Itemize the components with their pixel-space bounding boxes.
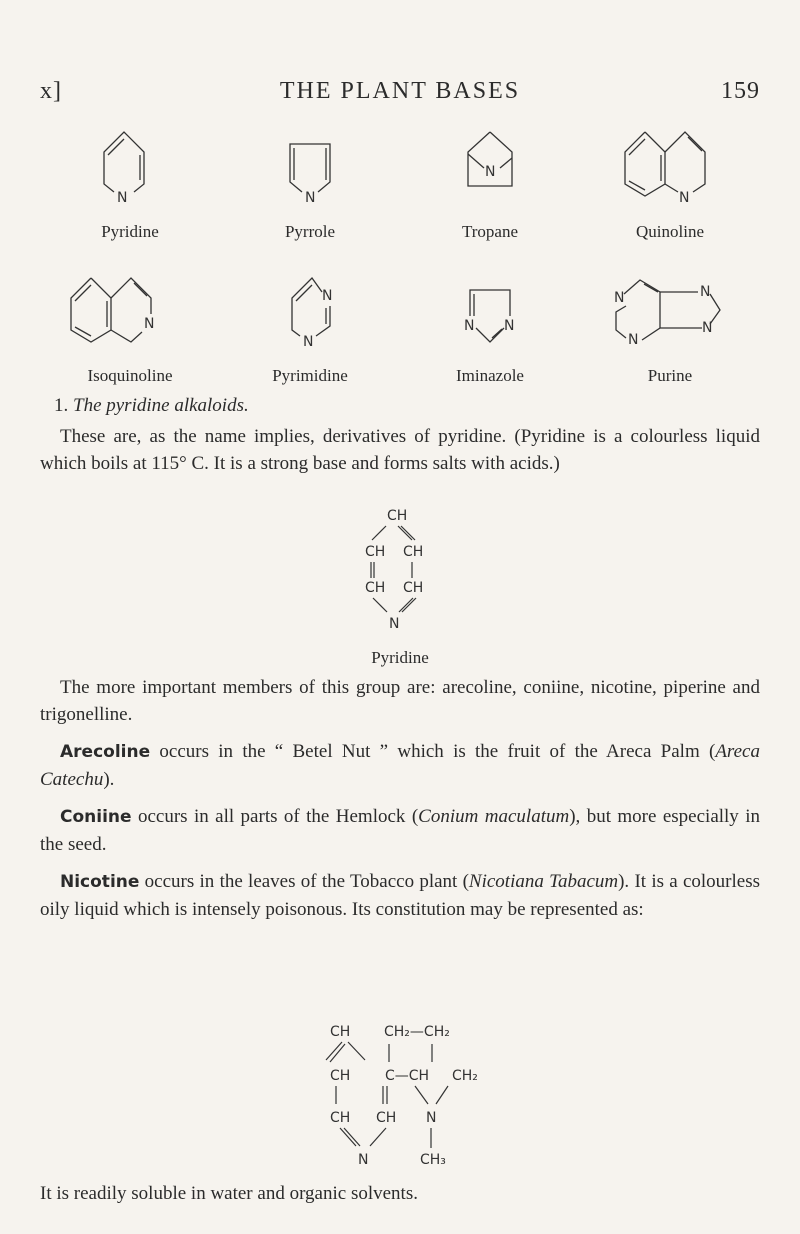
arecoline-species: Areca Catechu (40, 741, 760, 790)
nitrogen-label: N (144, 316, 155, 332)
tropane-ring-diagram (420, 118, 560, 222)
purine-ring-diagram (578, 262, 748, 366)
nitrogen-label: N (303, 334, 314, 350)
formula-atom: CH (330, 1068, 351, 1084)
formula-atom: CH₂—CH₂ (384, 1024, 450, 1040)
ring-structure-grid (40, 118, 760, 388)
page-number: 159 (721, 78, 760, 104)
formula-atom: CH (403, 580, 424, 596)
arecoline-term: Arecoline (60, 742, 151, 762)
body-text-continued (40, 674, 760, 923)
pyrrole-ring-diagram (240, 118, 380, 222)
formula-atom: CH₂ (452, 1068, 478, 1084)
section-number: 1. (54, 395, 69, 416)
structure-label: Pyridine (101, 222, 159, 241)
nitrogen-label: N (464, 318, 475, 334)
pyridine-structure (40, 118, 220, 242)
nitrogen-label: N (614, 290, 625, 306)
nicotine-formula (0, 1018, 800, 1178)
formula-atom: CH (365, 580, 386, 596)
pyridine-formula (0, 500, 800, 650)
nitrogen-label: N (679, 190, 690, 206)
closing-paragraph: It is readily soluble in water and organic solvents. (40, 1183, 418, 1204)
tropane-structure (400, 118, 580, 242)
nitrogen-label: N (504, 318, 515, 334)
formula-atom: N (358, 1152, 369, 1168)
nitrogen-label: N (305, 190, 316, 206)
nicotine-term: Nicotine (60, 872, 140, 892)
formula-atom: N (426, 1110, 437, 1126)
formula-atom: CH (365, 544, 386, 560)
arecoline-paragraph (40, 738, 760, 793)
running-header (40, 78, 760, 108)
structure-label: Tropane (461, 222, 519, 241)
formula-atom: CH (403, 544, 424, 560)
running-title: THE PLANT BASES (279, 78, 521, 104)
formula-atom: CH (330, 1110, 351, 1126)
quinoline-structure (580, 118, 760, 242)
nicotine-formula-diagram (0, 1018, 800, 1178)
iminazole-structure (400, 262, 580, 386)
coniine-term: Coniine (60, 807, 132, 827)
nicotine-text: occurs in the leaves of the Tobacco plant ( (139, 871, 469, 892)
pyrimidine-structure (220, 262, 400, 386)
structure-label: Quinoline (636, 222, 704, 241)
coniine-species: Conium maculatum (418, 806, 570, 827)
isoquinoline-ring-diagram (46, 262, 206, 366)
pyrimidine-ring-diagram (240, 262, 380, 366)
structure-label: Purine (647, 366, 693, 385)
isoquinoline-structure (40, 262, 220, 386)
formula-atom: CH (330, 1024, 351, 1040)
formula-atom: CH (387, 508, 408, 524)
chapter-marker: x] (40, 78, 62, 104)
members-paragraph: The more important members of this group are: arecoline, coniine, nicotine, piperine and trigonelline. (40, 677, 760, 725)
purine-structure (580, 262, 760, 386)
nicotine-paragraph (40, 868, 760, 923)
nitrogen-label: N (117, 190, 128, 206)
intro-paragraph: These are, as the name implies, derivatives of pyridine. (Pyridine is a colourless liquid which boils at 115° C. It is a strong base and forms salts with acids.) (40, 426, 760, 474)
arecoline-text-end: ). (103, 769, 115, 790)
formula-atom: CH₃ (420, 1152, 446, 1168)
nitrogen-label: N (702, 320, 713, 336)
pyridine-ring-diagram (60, 118, 200, 222)
nitrogen-label: N (322, 288, 333, 304)
section-heading (40, 392, 760, 419)
structure-label: Pyrimidine (272, 366, 348, 385)
section-title: The pyridine alkaloids. (73, 395, 249, 416)
pyridine-formula-caption: Pyridine (371, 648, 429, 667)
coniine-text: occurs in all parts of the Hemlock ( (131, 806, 419, 827)
formula-atom: C—CH (385, 1068, 430, 1084)
nitrogen-label: N (485, 164, 496, 180)
pyrrole-structure (220, 118, 400, 242)
formula-atom: N (389, 616, 400, 632)
closing-text (40, 1180, 760, 1207)
structure-label: Isoquinoline (87, 366, 173, 385)
nitrogen-label: N (700, 284, 711, 300)
pyridine-formula-diagram (0, 500, 800, 650)
quinoline-ring-diagram (590, 118, 750, 222)
iminazole-ring-diagram (420, 262, 560, 366)
body-text (40, 392, 760, 477)
arecoline-text: occurs in the “ Betel Nut ” which is the fruit of the Areca Palm ( (150, 741, 716, 762)
coniine-paragraph (40, 803, 760, 858)
nicotine-text-end: ). It is a colourless oily liquid which is intensely poisonous. Its constitution may be represented as: (40, 871, 760, 920)
nitrogen-label: N (628, 332, 639, 348)
structure-label: Pyrrole (284, 222, 336, 241)
coniine-text-end: ), but more especially in the seed. (40, 806, 760, 855)
formula-atom: CH (376, 1110, 397, 1126)
structure-label: Iminazole (456, 366, 524, 385)
nicotine-species: Nicotiana Tabacum (468, 871, 619, 892)
